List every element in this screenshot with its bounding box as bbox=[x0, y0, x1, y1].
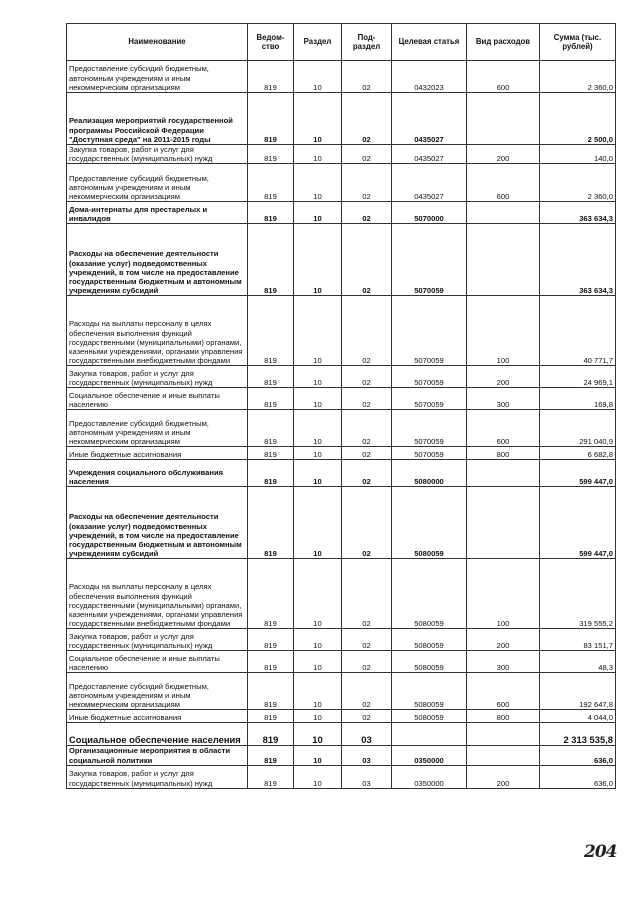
cell-statya bbox=[392, 723, 467, 746]
cell-ved: 819 bbox=[248, 710, 294, 723]
cell-vid: 600 bbox=[467, 673, 540, 710]
cell-podrazdel: 02 bbox=[342, 460, 392, 487]
cell-podrazdel: 02 bbox=[342, 366, 392, 388]
header-row bbox=[67, 24, 616, 61]
cell-statya: 5070059 bbox=[392, 296, 467, 366]
table-row bbox=[67, 460, 616, 487]
cell-summa: 363 634,3 bbox=[540, 202, 616, 224]
cell-statya: 5080059 bbox=[392, 673, 467, 710]
cell-podrazdel: 02 bbox=[342, 673, 392, 710]
cell-vid: 100 bbox=[467, 296, 540, 366]
cell-statya: 5080059 bbox=[392, 710, 467, 723]
table-row bbox=[67, 559, 616, 629]
cell-summa: 636,0 bbox=[540, 746, 616, 765]
header-podrazdel: Под-раздел bbox=[342, 24, 392, 61]
cell-podrazdel: 02 bbox=[342, 487, 392, 559]
cell-vid: 600 bbox=[467, 164, 540, 202]
cell-summa: 319 555,2 bbox=[540, 559, 616, 629]
cell-podrazdel: 03 bbox=[342, 746, 392, 765]
cell-podrazdel: 02 bbox=[342, 388, 392, 410]
cell-razdel: 10 bbox=[294, 723, 342, 746]
cell-ved: 819 bbox=[248, 723, 294, 746]
cell-razdel: 10 bbox=[294, 202, 342, 224]
cell-razdel: 10 bbox=[294, 447, 342, 460]
cell-ved: 819 bbox=[248, 410, 294, 447]
cell-name: Организационные мероприятия в области социальной политики bbox=[67, 746, 248, 765]
cell-name: Расходы на выплаты персоналу в целях обеспечения выполнения функций государственными (муниципальными) органами, казенными учреждениями, органами управления государственными внебюджетными фондами bbox=[67, 296, 248, 366]
table-row bbox=[67, 723, 616, 746]
page-number: 204 bbox=[584, 842, 617, 862]
cell-razdel: 10 bbox=[294, 366, 342, 388]
cell-ved: 819 bbox=[248, 145, 294, 164]
cell-ved: 819 bbox=[248, 673, 294, 710]
cell-statya: 5070059 bbox=[392, 447, 467, 460]
cell-statya: 5070059 bbox=[392, 366, 467, 388]
cell-podrazdel: 02 bbox=[342, 410, 392, 447]
table-body bbox=[67, 61, 616, 789]
cell-name: Предоставление субсидий бюджетным, автономным учреждениям и иным некоммерческим организациям bbox=[67, 164, 248, 202]
cell-vid: 300 bbox=[467, 651, 540, 673]
cell-statya: 5070000 bbox=[392, 202, 467, 224]
cell-razdel: 10 bbox=[294, 61, 342, 93]
cell-summa: 636,0 bbox=[540, 765, 616, 788]
cell-podrazdel: 02 bbox=[342, 224, 392, 296]
cell-ved: 819 bbox=[248, 559, 294, 629]
cell-podrazdel: 02 bbox=[342, 164, 392, 202]
cell-vid: 100 bbox=[467, 559, 540, 629]
table-row bbox=[67, 487, 616, 559]
cell-razdel: 10 bbox=[294, 765, 342, 788]
cell-name: Предоставление субсидий бюджетным, автономным учреждениям и иным некоммерческим организациям bbox=[67, 673, 248, 710]
cell-vid: 200 bbox=[467, 145, 540, 164]
cell-razdel: 10 bbox=[294, 93, 342, 145]
table-row bbox=[67, 145, 616, 164]
table-row bbox=[67, 202, 616, 224]
cell-podrazdel: 02 bbox=[342, 559, 392, 629]
cell-name: Социальное обеспечение населения bbox=[67, 723, 248, 746]
cell-ved: 819 bbox=[248, 388, 294, 410]
cell-summa: 140,0 bbox=[540, 145, 616, 164]
cell-podrazdel: 02 bbox=[342, 61, 392, 93]
table-row bbox=[67, 61, 616, 93]
cell-razdel: 10 bbox=[294, 388, 342, 410]
cell-vid bbox=[467, 93, 540, 145]
header-ved: Ведом-ство bbox=[248, 24, 294, 61]
table-row bbox=[67, 93, 616, 145]
cell-razdel: 10 bbox=[294, 164, 342, 202]
cell-vid: 600 bbox=[467, 410, 540, 447]
header-vid: Вид расходов bbox=[467, 24, 540, 61]
cell-ved: 819 bbox=[248, 164, 294, 202]
cell-name: Закупка товаров, работ и услуг для государственных (муниципальных) нужд bbox=[67, 629, 248, 651]
cell-podrazdel: 03 bbox=[342, 723, 392, 746]
cell-name: Закупка товаров, работ и услуг для государственных (муниципальных) нужд bbox=[67, 765, 248, 788]
cell-razdel: 10 bbox=[294, 487, 342, 559]
cell-summa: 169,8 bbox=[540, 388, 616, 410]
cell-vid: 200 bbox=[467, 629, 540, 651]
cell-statya: 5080059 bbox=[392, 487, 467, 559]
cell-vid bbox=[467, 460, 540, 487]
cell-summa: 599 447,0 bbox=[540, 460, 616, 487]
cell-name: Учреждения социального обслуживания населения bbox=[67, 460, 248, 487]
cell-summa: 363 634,3 bbox=[540, 224, 616, 296]
cell-razdel: 10 bbox=[294, 460, 342, 487]
cell-razdel: 10 bbox=[294, 651, 342, 673]
cell-vid: 300 bbox=[467, 388, 540, 410]
cell-statya: 5080059 bbox=[392, 651, 467, 673]
cell-razdel: 10 bbox=[294, 145, 342, 164]
cell-name: Реализация мероприятий государственной программы Российской Федерации "Доступная среда" на 2011-2015 годы bbox=[67, 93, 248, 145]
cell-vid bbox=[467, 224, 540, 296]
cell-name: Закупка товаров, работ и услуг для государственных (муниципальных) нужд bbox=[67, 145, 248, 164]
cell-razdel: 10 bbox=[294, 296, 342, 366]
cell-vid bbox=[467, 202, 540, 224]
cell-summa: 291 040,9 bbox=[540, 410, 616, 447]
cell-vid bbox=[467, 487, 540, 559]
cell-podrazdel: 02 bbox=[342, 447, 392, 460]
cell-podrazdel: 03 bbox=[342, 765, 392, 788]
cell-ved: 819 bbox=[248, 366, 294, 388]
cell-vid: 200 bbox=[467, 366, 540, 388]
cell-vid: 800 bbox=[467, 710, 540, 723]
cell-statya: 5080059 bbox=[392, 559, 467, 629]
cell-razdel: 10 bbox=[294, 559, 342, 629]
cell-ved: 819 bbox=[248, 460, 294, 487]
cell-summa: 2 500,0 bbox=[540, 93, 616, 145]
cell-vid: 600 bbox=[467, 61, 540, 93]
cell-name: Предоставление субсидий бюджетным, автономным учреждениям и иным некоммерческим организациям bbox=[67, 61, 248, 93]
cell-summa: 2 313 535,8 bbox=[540, 723, 616, 746]
header-name: Наименование bbox=[67, 24, 248, 61]
cell-ved: 819 bbox=[248, 93, 294, 145]
cell-statya: 5070059 bbox=[392, 388, 467, 410]
cell-name: Предоставление субсидий бюджетным, автономным учреждениям и иным некоммерческим организациям bbox=[67, 410, 248, 447]
cell-vid: 200 bbox=[467, 765, 540, 788]
cell-vid bbox=[467, 746, 540, 765]
table-row bbox=[67, 296, 616, 366]
cell-name: Социальное обеспечение и иные выплаты населению bbox=[67, 651, 248, 673]
cell-statya: 5070059 bbox=[392, 224, 467, 296]
cell-razdel: 10 bbox=[294, 629, 342, 651]
cell-name: Закупка товаров, работ и услуг для государственных (муниципальных) нужд bbox=[67, 366, 248, 388]
cell-summa: 40 771,7 bbox=[540, 296, 616, 366]
table-row bbox=[67, 710, 616, 723]
cell-razdel: 10 bbox=[294, 410, 342, 447]
table-row bbox=[67, 746, 616, 765]
cell-summa: 6 682,8 bbox=[540, 447, 616, 460]
cell-name: Расходы на обеспечение деятельности (оказание услуг) подведомственных учреждений, в том числе на предоставление государственным бюджетным и автономным учреждениям субсидий bbox=[67, 487, 248, 559]
header-razdel: Раздел bbox=[294, 24, 342, 61]
table-row bbox=[67, 651, 616, 673]
cell-podrazdel: 02 bbox=[342, 710, 392, 723]
table-row bbox=[67, 447, 616, 460]
cell-statya: 0435027 bbox=[392, 164, 467, 202]
cell-podrazdel: 02 bbox=[342, 145, 392, 164]
cell-name: Иные бюджетные ассигнования bbox=[67, 447, 248, 460]
table-row bbox=[67, 366, 616, 388]
cell-name: Дома-интернаты для престарелых и инвалидов bbox=[67, 202, 248, 224]
cell-statya: 5080059 bbox=[392, 629, 467, 651]
cell-ved: 819 bbox=[248, 487, 294, 559]
cell-razdel: 10 bbox=[294, 710, 342, 723]
cell-razdel: 10 bbox=[294, 224, 342, 296]
cell-podrazdel: 02 bbox=[342, 93, 392, 145]
cell-razdel: 10 bbox=[294, 746, 342, 765]
cell-podrazdel: 02 bbox=[342, 296, 392, 366]
cell-podrazdel: 02 bbox=[342, 202, 392, 224]
cell-statya: 5070059 bbox=[392, 410, 467, 447]
table-row bbox=[67, 164, 616, 202]
cell-statya: 5080000 bbox=[392, 460, 467, 487]
cell-summa: 2 360,0 bbox=[540, 61, 616, 93]
cell-ved: 819 bbox=[248, 224, 294, 296]
table-row bbox=[67, 765, 616, 788]
cell-summa: 599 447,0 bbox=[540, 487, 616, 559]
cell-name: Иные бюджетные ассигнования bbox=[67, 710, 248, 723]
cell-ved: 819 bbox=[248, 765, 294, 788]
cell-name: Социальное обеспечение и иные выплаты населению bbox=[67, 388, 248, 410]
table-row bbox=[67, 410, 616, 447]
table-row bbox=[67, 673, 616, 710]
cell-ved: 819 bbox=[248, 447, 294, 460]
budget-table bbox=[66, 23, 616, 789]
cell-statya: 0435027 bbox=[392, 93, 467, 145]
table-row bbox=[67, 224, 616, 296]
cell-statya: 0350000 bbox=[392, 765, 467, 788]
cell-ved: 819 bbox=[248, 651, 294, 673]
table-row bbox=[67, 629, 616, 651]
cell-ved: 819 bbox=[248, 746, 294, 765]
cell-statya: 0432023 bbox=[392, 61, 467, 93]
cell-summa: 48,3 bbox=[540, 651, 616, 673]
cell-statya: 0350000 bbox=[392, 746, 467, 765]
cell-summa: 192 647,8 bbox=[540, 673, 616, 710]
cell-name: Расходы на выплаты персоналу в целях обеспечения выполнения функций государственными (муниципальными) органами, казенными учреждениями, органами управления государственными внебюджетными фондами bbox=[67, 559, 248, 629]
cell-summa: 2 360,0 bbox=[540, 164, 616, 202]
cell-statya: 0435027 bbox=[392, 145, 467, 164]
cell-vid bbox=[467, 723, 540, 746]
cell-ved: 819 bbox=[248, 202, 294, 224]
cell-ved: 819 bbox=[248, 296, 294, 366]
cell-name: Расходы на обеспечение деятельности (оказание услуг) подведомственных учреждений, в том числе на предоставление государственным бюджетным и автономным учреждениям субсидий bbox=[67, 224, 248, 296]
cell-podrazdel: 02 bbox=[342, 651, 392, 673]
header-summa: Сумма (тыс. рублей) bbox=[540, 24, 616, 61]
cell-summa: 4 044,0 bbox=[540, 710, 616, 723]
header-statya: Целевая статья bbox=[392, 24, 467, 61]
cell-podrazdel: 02 bbox=[342, 629, 392, 651]
cell-summa: 24 969,1 bbox=[540, 366, 616, 388]
cell-ved: 819 bbox=[248, 61, 294, 93]
cell-vid: 800 bbox=[467, 447, 540, 460]
table-row bbox=[67, 388, 616, 410]
cell-razdel: 10 bbox=[294, 673, 342, 710]
cell-summa: 83 151,7 bbox=[540, 629, 616, 651]
cell-ved: 819 bbox=[248, 629, 294, 651]
